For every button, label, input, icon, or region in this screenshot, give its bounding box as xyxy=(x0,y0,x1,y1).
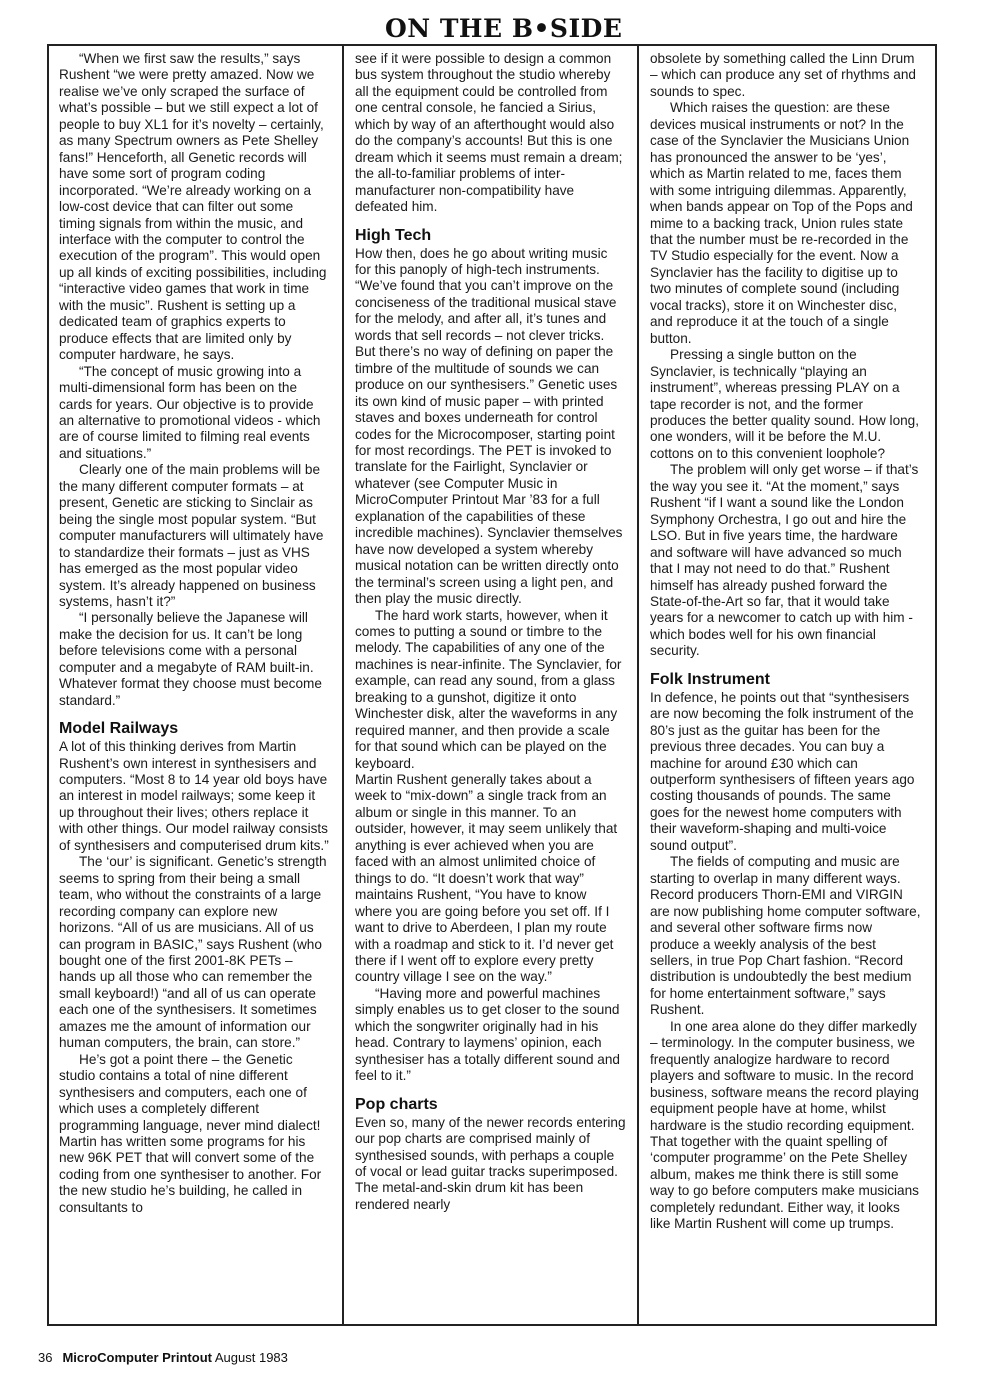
paragraph: In defence, he points out that “synthesisers are now becoming the folk instrument of the 80’s just as the guitar has been for the previous three decades. You can buy a machine for around £30 which can outperform synthesisers of fifteen years ago costing thousands of pounds. The same goes for the newest home computers with their waveform-shaping and multi-voice sound output”. xyxy=(650,689,915,853)
paragraph: The hard work starts, however, when it comes to putting a sound or timbre to the melody. The capabilities of any one of the machines is near-infinite. The Synclavier, for example, can read any sound, from a glass breaking to a gunshot, digitize it onto Winchester disk, alter the waveforms in any required manner, and then provide a scale for that sound which can be played on the keyboard. xyxy=(355,607,622,771)
page-number: 36 xyxy=(38,1350,53,1365)
section-heading-model-railways: Model Railways xyxy=(59,720,179,738)
paragraph: He’s got a point there – the Genetic studio contains a total of nine different synthesisers and computers, each one of which uses a completely different programming language, never mind dialect! Martin has written some programs for his new 96K PET that will convert some of the coding from one synthesiser to another. For the new studio he’s building, he called in consultants to xyxy=(59,1051,322,1215)
paragraph: How then, does he go about writing music for this panoply of high-tech instruments. “We’ve found that you can’t improve on the conciseness of the traditional musical stave for the melody, and after all, it’s tunes and words that sell records – not clever tricks. But there’s no way of defining on paper the timbre of the multitude of sounds we can produce on our synthesisers.” Genetic uses its own kind of music paper – with printed staves and boxes underneath for control codes for the Microcomposer, starting point for most recordings. The PET is invoked to translate for the Fairlight, Synclavier or whatever (see Computer Music in MicroComputer Printout Mar ’83 for a full explanation of the capabilities of these incredible machines). Synclavier themselves have now developed a system whereby musical notation can be written directly onto the terminal’s screen using a light pen, and then play the music directly. xyxy=(355,245,623,607)
paragraph: “The concept of music growing into a multi-dimensional form has been on the cards for years. Our objective is to provide an alternative to promotional videos - which are of course limited to filming real events and situations.” xyxy=(59,363,321,461)
paragraph: obsolete by something called the Linn Drum – which can produce any set of rhythms and sounds to spec. xyxy=(650,51,916,99)
section-heading-high-tech: High Tech xyxy=(355,226,432,244)
paragraph: The fields of computing and music are starting to overlap in many different ways. Record producers Thorn-EMI and VIRGIN are now publishing home computer software, and several other software firms now produce a weekly analysis of the best sellers, in true Pop Chart fashion. “Record distribution is undoubtedly the best medium for home entertainment software,” says Rushent. xyxy=(650,854,921,1018)
paragraph: A lot of this thinking derives from Martin Rushent’s own interest in synthesisers and computers. “Most 8 to 14 year old boys have an interest in model railways; some keep it up throughout their lives; others replace it with other things. Our model railway consists of synthesisers and computerised drum kits.” xyxy=(59,739,329,853)
paragraph: Which raises the question: are these devices musical instruments or not? In the case of the Synclavier the Musicians Union has pronounced the answer to be ‘yes’, which as Martin related to me, faces them with some intriguing dilemmas. Apparently, when bands appear on Top of the Pops and mime to a backing track, Union rules state that the number must be re-recorded in the TV Studio especially for the event. Now a Synclavier has the facility to digitise up to two minutes of complete sound (including vocal tracks), store it on Winchester disc, and reproduce it at the touch of a single button. xyxy=(650,100,913,346)
column-divider-1 xyxy=(342,44,344,1326)
paragraph: see if it were possible to design a common bus system throughout the studio whereby all the equipment could be controlled from one central console, he fancied a Sirius, which by way of an afterthought would also do the company’s accounts! But this is one dream which it seems must remain a dream; the all-to-familiar problems of inter-manufacturer non-compatibility have defeated him. xyxy=(355,51,623,215)
page-header-title: ON THE B•SIDE xyxy=(385,14,623,43)
paragraph: Even so, many of the newer records entering our pop charts are comprised mainly of synthesised sounds, with perhaps a couple of vocal or lead guitar tracks superimposed. The metal-and-skin drum kit has been rendered nearly xyxy=(355,1114,626,1212)
paragraph: Clearly one of the main problems will be the many different computer formats – at present, Genetic are sticking to Sinclair as being the single most popular system. “But computer manufacturers will ultimately have to standardize their formats – just as VHS has emerged as the most popular video system. It’s already happened on business systems, hasn’t it?” xyxy=(59,462,324,609)
section-heading-folk-instrument: Folk Instrument xyxy=(650,670,771,688)
paragraph: The problem will only get worse – if that’s the way you see it. “At the moment,” says Rushent “if I want a sound like the London Symphony Orchestra, I go out and hire the LSO. But in five years time, the hardware and software will have advanced so much that I may not need to do that.” Rushent himself has already pushed forward the State-of-the-Art so far, that it would take years for a newcomer to catch up with him - which bodes well for his own financial security. xyxy=(650,462,919,659)
paragraph: The ‘our’ is significant. Genetic’s strength seems to spring from their being a small team, who without the constraints of a large recording company can explore new horizons. “All of us are musicians. All of us can program in BASIC,” says Rushent (who bought one of the first 2001-8K PETs – hands up all those who can remember the small keyboard!) “and all of us can operate each one of the synthesisers. It sometimes amazes me the amount of information our human computers, the brain, can store.” xyxy=(59,854,327,1051)
magazine-name: MicroComputer Printout xyxy=(62,1350,212,1365)
article-column-2 xyxy=(355,51,627,1321)
paragraph: Pressing a single button on the Synclavier, is technically “playing an instrument”, whereas pressing PLAY on a tape recorder is not, and the former produces the better quality sound. How long, one wonders, will it be before the M.U. cottons on to this convenient loophole? xyxy=(650,347,920,461)
section-heading-pop-charts: Pop charts xyxy=(355,1095,438,1113)
paragraph: “When we first saw the results,” says Rushent “we were pretty amazed. Now we realise we’ve only scraped the surface of what’s possible – but we still expect a lot of people to buy XL1 for it’s novelty – certainly, as many Spectrum owners as Pete Shelley fans!” Henceforth, all Genetic records will have some sort of program coding incorporated. “We’re already working on a low-cost device that can filter out some timing signals from within the music, and interface with the computer to control the execution of the program”. This would open up all kinds of exciting possibilities, including “interactive video games that work in time with the music”. Rushent is setting up a dedicated team of graphics experts to produce effects that are limited only by computer hardware, he says. xyxy=(59,51,327,363)
paragraph: In one area alone do they differ markedly – terminology. In the computer business, we frequently analogize hardware to record players and software to music. In the record business, software means the record playing equipment people have at home, whilst hardware is the studio recording equipment. That together with the quaint spelling of ‘computer programme’ on the Pete Shelley album, makes me think there is still some way to go before computers make musicians completely redundant. Either way, it looks like Martin Rushent will come up trumps. xyxy=(650,1018,919,1232)
paragraph: “Having more and powerful machines simply enables us to get closer to the sound which the songwriter originally had in his head. Contrary to laymens’ opinion, each synthesiser has a totally different sound and feel to it.” xyxy=(355,985,620,1084)
article-column-1 xyxy=(59,51,331,1321)
page-footer xyxy=(38,1350,288,1365)
article-column-3 xyxy=(650,51,922,1321)
paragraph: Martin Rushent generally takes about a week to “mix-down” a single track from an album or single in this manner. To an outsider, however, it may seem unlikely that anything is ever achieved when you are faced with an almost unlimited choice of things to do. “It doesn’t work that way” maintains Rushent, “You have to know where you are going before you set off. If I want to drive to Aberdeen, I plan my route with a roadmap and stick to it. I’d never get there if I went off to explore every pretty country village I see on the way.” xyxy=(355,772,618,985)
paragraph: “I personally believe the Japanese will make the decision for us. It can’t be long before televisions come with a personal computer and a megabyte of RAM built-in. Whatever format they choose must become standard.” xyxy=(59,610,322,708)
column-divider-2 xyxy=(637,44,639,1326)
issue-date: August 1983 xyxy=(214,1350,288,1365)
